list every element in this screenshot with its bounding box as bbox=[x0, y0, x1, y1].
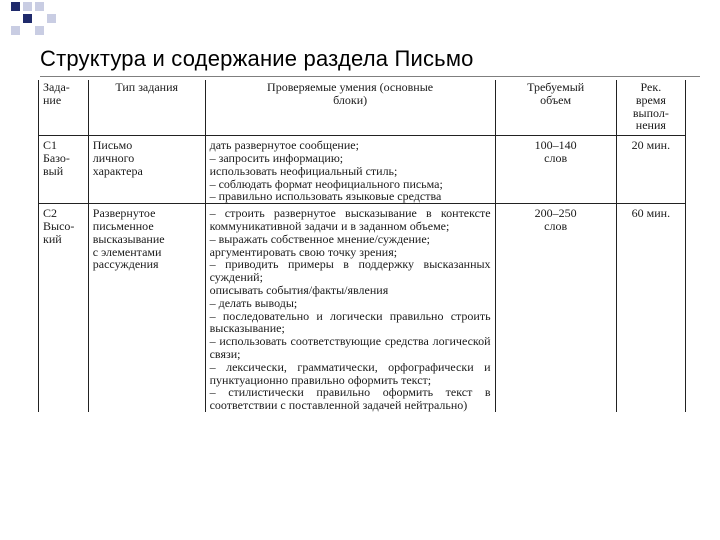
skill-item: использовать неофициальный стиль; bbox=[209, 163, 398, 178]
skill-item: – запросить информацию; bbox=[209, 150, 344, 165]
skill-item: аргументировать свою точку зрения; bbox=[209, 244, 398, 259]
skill-item: – использовать соответствующие средства логической связи; bbox=[209, 334, 491, 361]
skill-item: – соблюдать формат неофициального письма; bbox=[209, 176, 443, 191]
skill-item: – выражать собственное мнение/суждение; bbox=[209, 231, 431, 246]
header-time: Рек. время выпол- нения bbox=[616, 80, 685, 136]
skill-item: – правильно использовать языковые средства bbox=[209, 189, 442, 204]
deco-square bbox=[23, 14, 32, 23]
deco-square bbox=[35, 2, 44, 11]
skill-item: – делать выводы; bbox=[209, 295, 298, 310]
header-skills: Проверяемые умения (основные блоки) bbox=[205, 80, 495, 136]
time-cell: 20 мин. bbox=[616, 136, 685, 204]
writing-requirements-table bbox=[38, 80, 686, 412]
skill-item: – стилистически правильно оформить текст в соответствии с поставленной задачей нейтрально) bbox=[209, 385, 491, 413]
deco-square bbox=[11, 2, 20, 11]
type-cell: Письмо личного характера bbox=[88, 136, 205, 204]
title-divider bbox=[40, 76, 700, 77]
skill-item: дать развернутое сообщение; bbox=[209, 138, 359, 153]
skill-item: – последовательно и логически правильно строить высказывание; bbox=[209, 308, 491, 336]
task-cell: С2 Высо- кий bbox=[39, 204, 89, 412]
deco-square bbox=[11, 26, 20, 35]
table-row bbox=[39, 136, 686, 204]
deco-square bbox=[47, 14, 56, 23]
header-task: Зада- ние bbox=[39, 80, 89, 136]
skill-item: – лексически, грамматически, орфографически и пунктуационно правильно оформить текст; bbox=[209, 359, 491, 387]
type-cell: Развернутое письменное высказывание с элементами рассуждения bbox=[88, 204, 205, 412]
volume-cell: 100–140 слов bbox=[495, 136, 616, 204]
deco-square bbox=[23, 2, 32, 11]
skills-cell bbox=[205, 204, 495, 412]
skill-item: – приводить примеры в поддержку высказанных суждений; bbox=[209, 257, 491, 285]
header-task-type: Тип задания bbox=[88, 80, 205, 136]
table-header-row bbox=[39, 80, 686, 136]
volume-cell: 200–250 слов bbox=[495, 204, 616, 412]
skills-cell bbox=[205, 136, 495, 204]
deco-square bbox=[35, 26, 44, 35]
table-row bbox=[39, 204, 686, 412]
skill-item: описывать события/факты/явления bbox=[209, 282, 389, 297]
corner-squares-decoration bbox=[0, 0, 720, 40]
time-cell: 60 мин. bbox=[616, 204, 685, 412]
skill-item: – строить развернутое высказывание в контексте коммуникативной задачи и в заданном объеме; bbox=[209, 206, 491, 233]
task-cell: С1 Базо- вый bbox=[39, 136, 89, 204]
slide-title: Структура и содержание раздела Письмо bbox=[40, 46, 474, 71]
header-volume: Требуемый объем bbox=[495, 80, 616, 136]
